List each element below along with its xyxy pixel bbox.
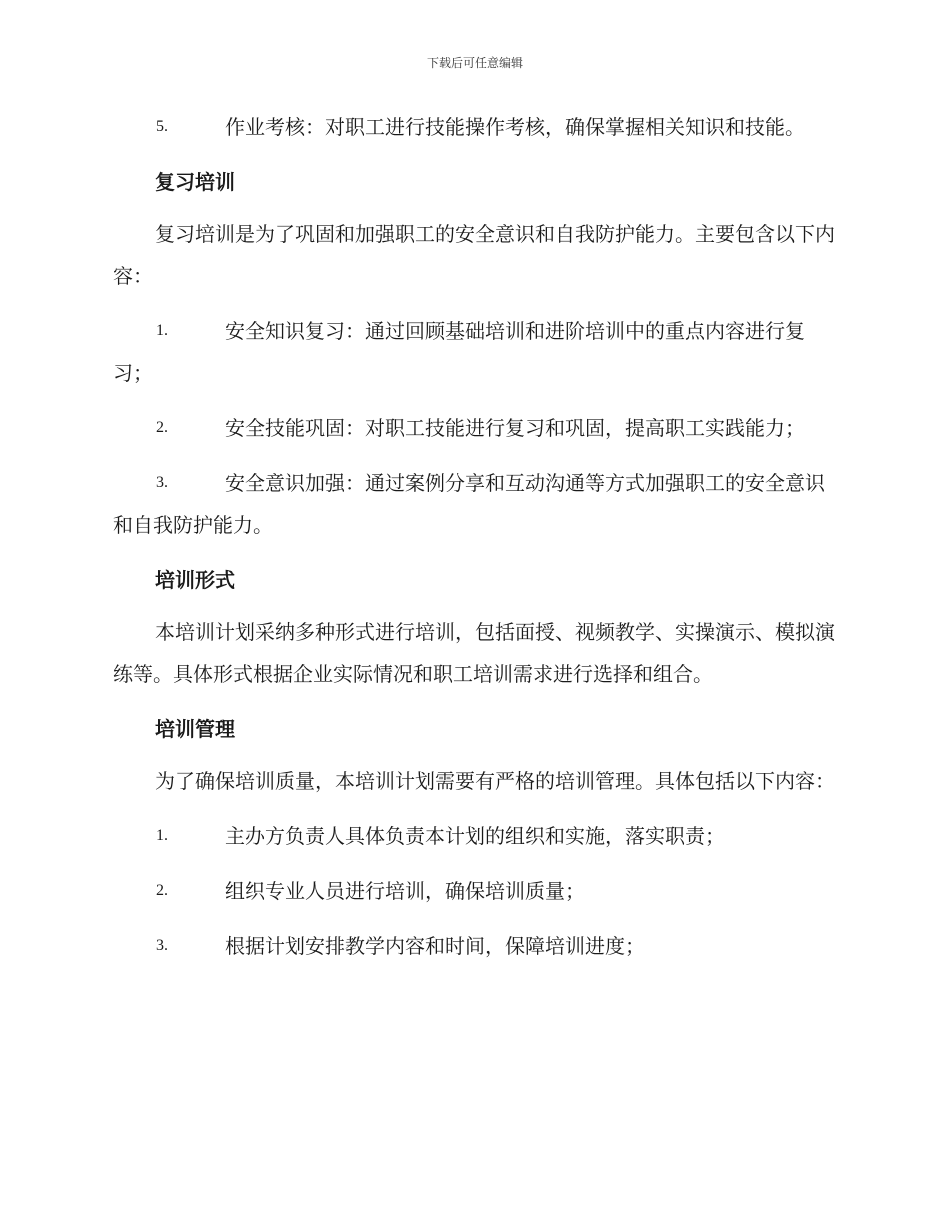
list-number: 1. [156, 827, 168, 844]
list-item-text: 主办方负责人具体负责本计划的组织和实施，落实职责； [225, 824, 725, 848]
list-item [113, 310, 837, 394]
list-item-text: 作业考核：对职工进行技能操作考核，确保掌握相关知识和技能。 [225, 115, 805, 139]
list-item [113, 870, 837, 912]
list-number: 2. [156, 882, 168, 899]
list-item-text: 安全知识复习：通过回顾基础培训和进阶培训中的重点内容进行复习； [113, 319, 805, 385]
section-heading: 培训形式 [155, 568, 235, 592]
list-number: 5. [156, 118, 168, 135]
list-item-text: 组织专业人员进行培训，确保培训质量； [225, 879, 585, 903]
list-item [113, 925, 837, 967]
list-item [113, 407, 837, 449]
paragraph: 为了确保培训质量，本培训计划需要有严格的培训管理。具体包括以下内容： [155, 769, 835, 793]
list-item-text: 根据计划安排教学内容和时间，保障培训进度； [225, 934, 645, 958]
page-header: 下载后可任意编辑 [426, 56, 523, 70]
section-heading: 培训管理 [155, 717, 235, 741]
list-number: 1. [156, 322, 168, 339]
list-number: 2. [156, 419, 168, 436]
paragraph: 复习培训是为了巩固和加强职工的安全意识和自我防护能力。主要包含以下内容： [113, 222, 835, 288]
document-body [113, 106, 837, 980]
list-item-text: 安全意识加强：通过案例分享和互动沟通等方式加强职工的安全意识和自我防护能力。 [113, 471, 825, 537]
list-number: 3. [156, 937, 168, 954]
list-item [113, 106, 837, 148]
list-item-text: 安全技能巩固：对职工技能进行复习和巩固，提高职工实践能力； [225, 416, 805, 440]
list-number: 3. [156, 474, 168, 491]
list-item [113, 462, 837, 546]
list-item [113, 815, 837, 857]
paragraph: 本培训计划采纳多种形式进行培训，包括面授、视频教学、实操演示、模拟演练等。具体形式根据企业实际情况和职工培训需求进行选择和组合。 [113, 620, 835, 686]
section-heading: 复习培训 [155, 170, 235, 194]
